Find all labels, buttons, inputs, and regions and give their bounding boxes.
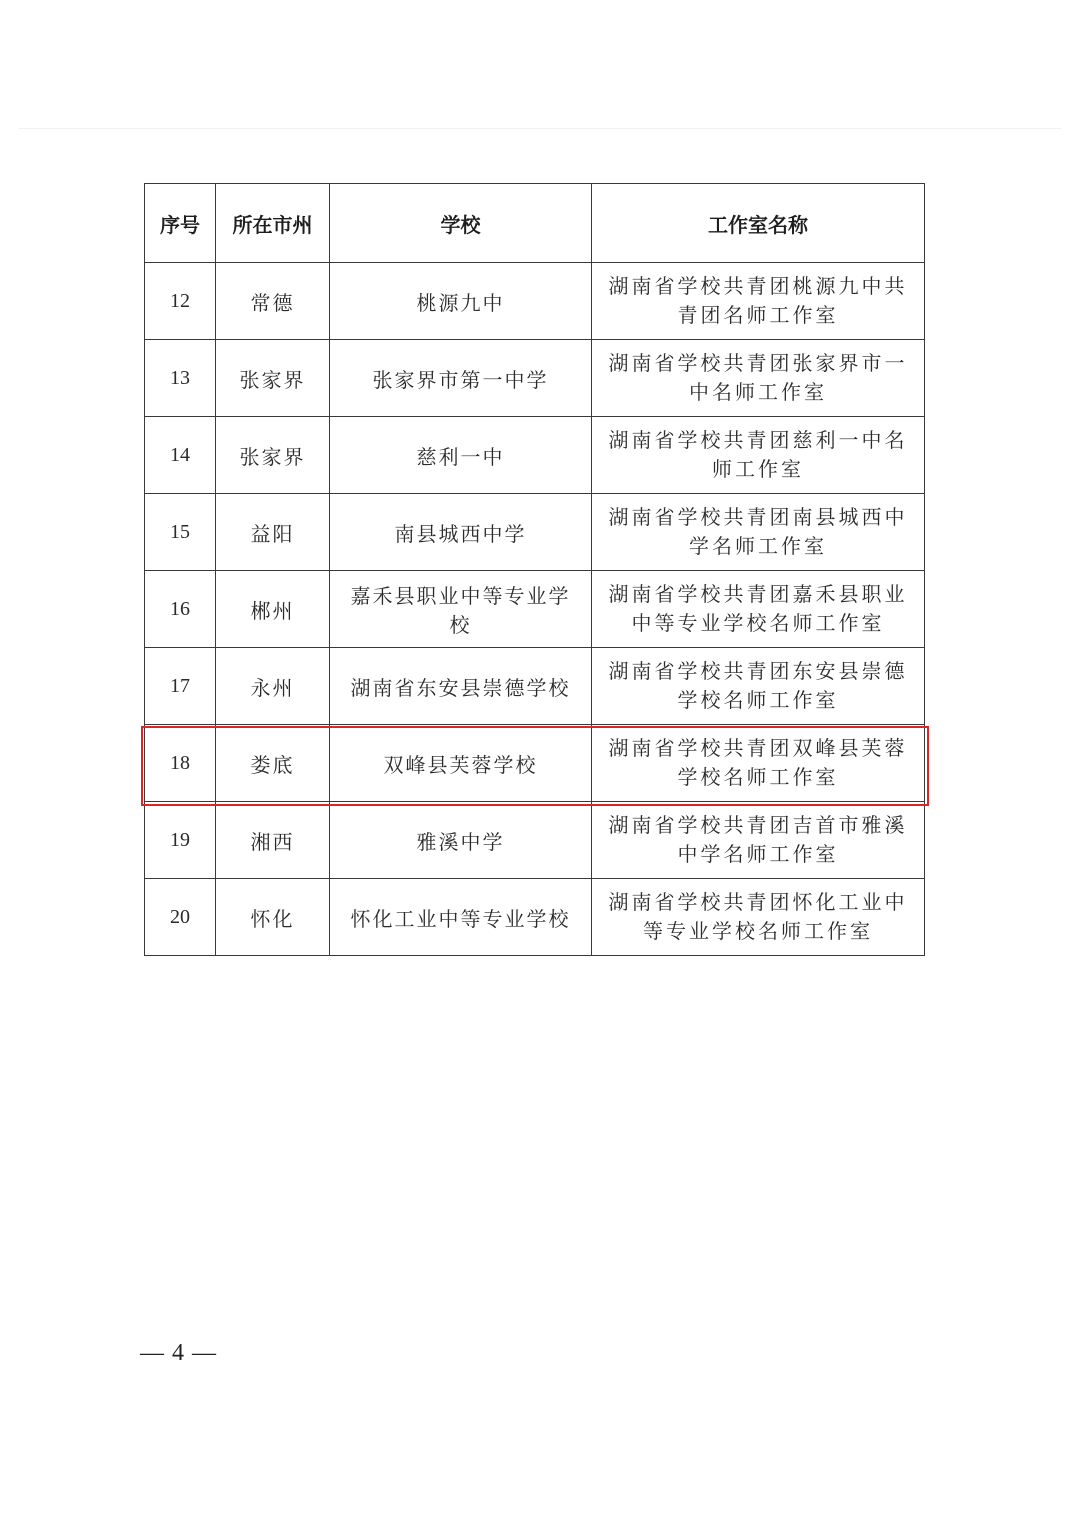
cell-school: 张家界市第一中学	[330, 340, 592, 417]
cell-studio: 湖南省学校共青团南县城西中学名师工作室	[592, 494, 925, 571]
cell-seq: 17	[145, 648, 216, 725]
cell-city: 娄底	[216, 725, 330, 802]
cell-school: 雅溪中学	[330, 802, 592, 879]
table-row	[145, 417, 925, 494]
table-row	[145, 571, 925, 648]
cell-city: 张家界	[216, 417, 330, 494]
cell-city: 常德	[216, 263, 330, 340]
cell-seq: 19	[145, 802, 216, 879]
header-seq: 序号	[145, 184, 216, 263]
cell-studio: 湖南省学校共青团吉首市雅溪中学名师工作室	[592, 802, 925, 879]
cell-city: 怀化	[216, 879, 330, 956]
table-header-row	[145, 184, 925, 263]
cell-studio: 湖南省学校共青团双峰县芙蓉学校名师工作室	[592, 725, 925, 802]
cell-seq: 13	[145, 340, 216, 417]
table-row	[145, 494, 925, 571]
cell-seq: 20	[145, 879, 216, 956]
table-row	[145, 879, 925, 956]
header-city: 所在市州	[216, 184, 330, 263]
cell-city: 益阳	[216, 494, 330, 571]
cell-school: 双峰县芙蓉学校	[330, 725, 592, 802]
table-row	[145, 263, 925, 340]
cell-seq: 16	[145, 571, 216, 648]
cell-studio: 湖南省学校共青团嘉禾县职业中等专业学校名师工作室	[592, 571, 925, 648]
cell-studio: 湖南省学校共青团慈利一中名师工作室	[592, 417, 925, 494]
top-divider	[18, 128, 1062, 129]
cell-school: 南县城西中学	[330, 494, 592, 571]
cell-city: 永州	[216, 648, 330, 725]
header-studio: 工作室名称	[592, 184, 925, 263]
cell-school: 怀化工业中等专业学校	[330, 879, 592, 956]
cell-seq: 12	[145, 263, 216, 340]
cell-studio: 湖南省学校共青团桃源九中共青团名师工作室	[592, 263, 925, 340]
cell-studio: 湖南省学校共青团怀化工业中等专业学校名师工作室	[592, 879, 925, 956]
header-school: 学校	[330, 184, 592, 263]
cell-studio: 湖南省学校共青团东安县崇德学校名师工作室	[592, 648, 925, 725]
table-row-highlighted	[145, 725, 925, 802]
cell-school: 湖南省东安县崇德学校	[330, 648, 592, 725]
studio-list-table	[144, 183, 925, 956]
table-row	[145, 648, 925, 725]
table-row	[145, 802, 925, 879]
cell-school: 桃源九中	[330, 263, 592, 340]
cell-city: 张家界	[216, 340, 330, 417]
cell-school: 慈利一中	[330, 417, 592, 494]
cell-studio: 湖南省学校共青团张家界市一中名师工作室	[592, 340, 925, 417]
cell-seq: 14	[145, 417, 216, 494]
table-row	[145, 340, 925, 417]
cell-city: 郴州	[216, 571, 330, 648]
cell-seq: 18	[145, 725, 216, 802]
page-number: — 4 —	[140, 1340, 217, 1366]
cell-school: 嘉禾县职业中等专业学校	[330, 571, 592, 648]
cell-seq: 15	[145, 494, 216, 571]
cell-city: 湘西	[216, 802, 330, 879]
